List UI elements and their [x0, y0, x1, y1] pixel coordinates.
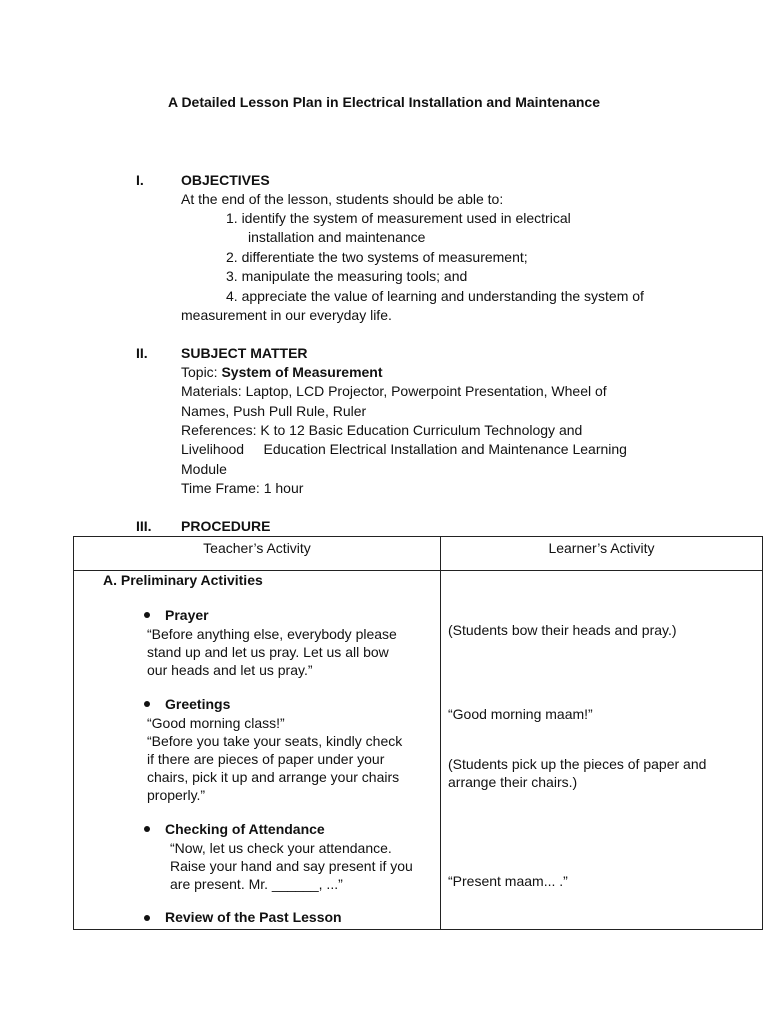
topic-value: System of Measurement	[221, 364, 383, 380]
attendance-teacher-line-1: “Now, let us check your attendance.	[170, 840, 392, 856]
greetings-teacher-line-4: chairs, pick it up and arrange your chairs	[147, 769, 400, 785]
objectives-heading: OBJECTIVES	[181, 172, 270, 188]
prayer-teacher-line-2: stand up and let us pray. Let us all bow	[147, 644, 389, 660]
prayer-teacher-line-3: our heads and let us pray.”	[147, 662, 313, 678]
section-preliminary-activities: A. Preliminary Activities	[103, 572, 263, 588]
bullet-icon	[144, 612, 150, 618]
objective-item-1-cont: installation and maintenance	[248, 229, 426, 245]
objective-item-1: 1. identify the system of measurement used in electrical	[226, 210, 571, 226]
attendance-teacher-line-3: are present. Mr. ______, ...”	[170, 876, 343, 892]
references-line-3: Module	[181, 461, 227, 477]
attendance-teacher-line-2: Raise your hand and say present if you	[170, 858, 413, 874]
objectives-intro: At the end of the lesson, students should be able to:	[181, 191, 504, 207]
objective-item-4-cont: measurement in our everyday life.	[181, 307, 392, 323]
procedure-number: III.	[136, 518, 152, 534]
references-line-1: References: K to 12 Basic Education Curriculum Technology and	[181, 422, 583, 438]
prayer-title: Prayer	[165, 607, 209, 623]
prayer-teacher-line-1: “Before anything else, everybody please	[147, 626, 397, 642]
objective-item-4: 4. appreciate the value of learning and understanding the system of	[226, 288, 644, 304]
bullet-icon	[144, 915, 150, 921]
references-line-2: Livelihood Education Electrical Installation and Maintenance Learning	[181, 441, 627, 457]
greetings-teacher-line-1: “Good morning class!”	[147, 715, 285, 731]
bullet-icon	[144, 826, 150, 832]
subject-matter-heading: SUBJECT MATTER	[181, 345, 308, 361]
header-learner-activity: Learner’s Activity	[548, 540, 655, 556]
header-teacher-activity: Teacher’s Activity	[203, 540, 311, 556]
topic-label: Topic:	[181, 364, 222, 380]
objective-item-2: 2. differentiate the two systems of measurement;	[226, 249, 528, 265]
materials-line-2: Names, Push Pull Rule, Ruler	[181, 403, 367, 419]
greetings-teacher-line-5: properly.”	[147, 787, 206, 803]
objective-item-3: 3. manipulate the measuring tools; and	[226, 268, 468, 284]
objectives-number: I.	[136, 172, 144, 188]
topic-line	[181, 363, 383, 382]
attendance-learner-response: “Present maam... .”	[448, 873, 568, 889]
procedure-heading: PROCEDURE	[181, 518, 271, 534]
greetings-learner-action-line-1: (Students pick up the pieces of paper and	[448, 756, 707, 772]
materials-line-1: Materials: Laptop, LCD Projector, Powerpoint Presentation, Wheel of	[181, 383, 607, 399]
greetings-learner-action-line-2: arrange their chairs.)	[448, 774, 578, 790]
prayer-learner-response: (Students bow their heads and pray.)	[448, 622, 677, 638]
greetings-teacher-line-2: “Before you take your seats, kindly check	[147, 733, 403, 749]
procedure-table	[73, 536, 763, 930]
review-title: Review of the Past Lesson	[165, 909, 342, 925]
subject-matter-number: II.	[136, 345, 148, 361]
table-column-divider	[440, 537, 441, 929]
time-frame: Time Frame: 1 hour	[181, 480, 304, 496]
greetings-teacher-line-3: if there are pieces of paper under your	[147, 751, 385, 767]
greetings-learner-response: “Good morning maam!”	[448, 706, 593, 722]
greetings-title: Greetings	[165, 696, 231, 712]
bullet-icon	[144, 701, 150, 707]
document-title: A Detailed Lesson Plan in Electrical Installation and Maintenance	[167, 94, 601, 110]
attendance-title: Checking of Attendance	[165, 821, 325, 837]
